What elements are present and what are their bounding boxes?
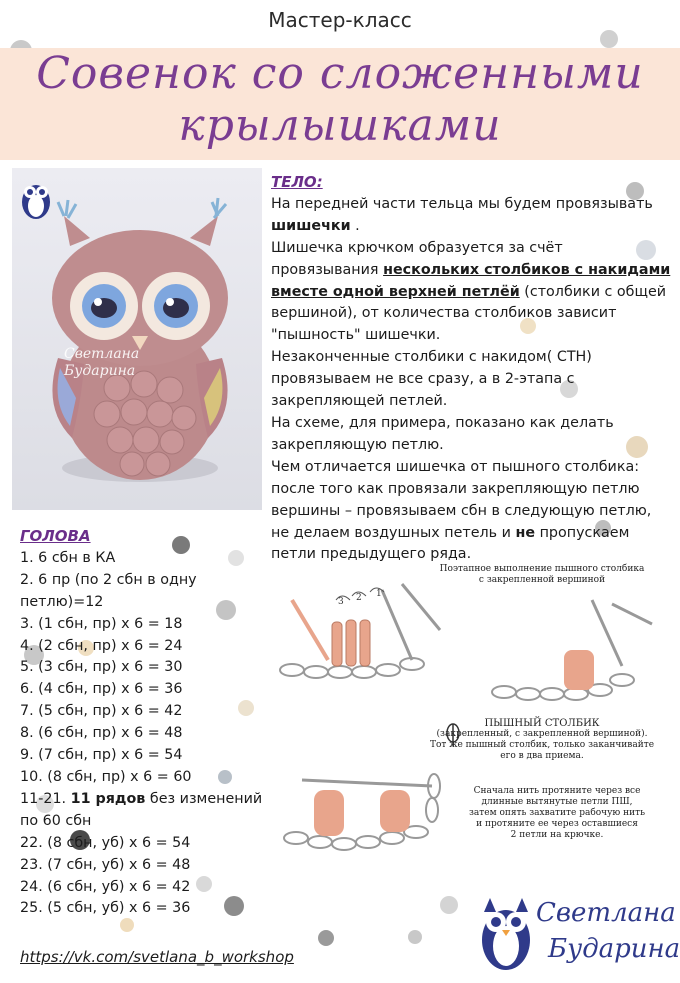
caption-line: 2 петли на крючке.: [510, 830, 604, 840]
body-paragraph-3: Незаконченные столбики с накидом( СТН) провязываем не все сразу, а в 2-этапа с закрепляющей петлей.: [271, 349, 592, 410]
list-item: 1. 6 сбн в КА: [20, 549, 116, 566]
chain-base-2: [492, 600, 652, 700]
caption-line: и протяните ее через оставшиеся: [476, 819, 638, 829]
step-label-1: 1: [376, 589, 382, 599]
list-item: 3. (1 сбн, пр) х 6 = 18: [20, 615, 183, 632]
caption-line: затем опять захватите рабочую нить: [469, 808, 645, 818]
head-heading: ГОЛОВА: [20, 527, 91, 545]
list-item: 25. (5 сбн, уб) х 6 = 36: [20, 900, 191, 917]
owl-brand-icon: [476, 888, 536, 976]
caption-line: с закрепленной вершиной: [478, 575, 606, 585]
body-paragraph-4: На схеме, для примера, показано как делать закрепляющую петлю.: [271, 414, 614, 453]
list-item: 22. (8 сбн, уб) х 6 = 54: [20, 834, 191, 851]
chain-base-3: [284, 774, 440, 850]
body-paragraph-5: [271, 457, 671, 567]
bold-underline-text: нескольких столбиков с накидами вместе одной верхней петлёй: [271, 261, 671, 300]
body-paragraph-2: [271, 238, 671, 348]
head-rows-list: [20, 548, 270, 920]
bold-text: не: [515, 524, 536, 541]
text: 11-21.: [20, 790, 71, 807]
bold-text: шишечки: [271, 217, 351, 234]
step-label-3: 3: [338, 597, 344, 607]
crochet-diagram: [272, 560, 672, 878]
list-item: 23. (7 сбн, уб) х 6 = 48: [20, 856, 191, 873]
watermark-line1: Светлана: [64, 346, 140, 362]
step-label-2: 2: [356, 593, 362, 603]
diagram-main-caption: [422, 718, 662, 762]
page-title-line2: крылышками: [178, 100, 502, 151]
photo-watermark: [64, 346, 139, 380]
list-item: 5. (3 сбн, пр) х 6 = 30: [20, 659, 183, 676]
page-subtitle: Мастер-класс: [268, 8, 412, 32]
caption-line: Поэтапное выполнение пышного столбика: [439, 564, 645, 574]
caption-title: ПЫШНЫЙ СТОЛБИК: [484, 718, 600, 729]
caption-line: Тот же пышный столбик, только заканчивайте: [429, 740, 655, 750]
brand-logo: [470, 888, 680, 976]
text: Чем отличается шишечка от пышного столбика: после того как провязали закрепляющую петлю вершины – провязываем сбн в следующую петлю, не делаем воздушных петель и: [271, 458, 652, 541]
brand-name-line1: Светлана: [536, 898, 676, 928]
brand-name-line2: Бударина: [548, 934, 680, 964]
body-section: [271, 172, 671, 566]
list-item: 2. 6 пр (по 2 сбн в одну петлю)=12: [20, 571, 197, 610]
caption-line: Сначала нить протяните через все: [473, 786, 641, 796]
text: пропускаем петли предыдущего ряда.: [271, 524, 630, 563]
head-section: [20, 526, 270, 920]
caption-line: (закрепленный, с закрепленной вершиной).: [436, 729, 648, 739]
owl-photo: [12, 168, 262, 510]
caption-line: его в два приема.: [500, 751, 584, 761]
text: Шишечка крючком образуется за счёт провязывания: [271, 239, 563, 278]
list-item: 24. (6 сбн, уб) х 6 = 42: [20, 878, 191, 895]
text: .: [350, 217, 360, 234]
page-title-line1: Совенок со сложенными: [36, 48, 644, 99]
list-item: 9. (7 сбн, пр) х 6 = 54: [20, 747, 183, 764]
vk-link[interactable]: https://vk.com/svetlana_b_workshop: [20, 948, 294, 966]
text: без изменений по 60 сбн: [20, 790, 263, 829]
text: На передней части тельца мы будем провязывать: [271, 195, 653, 212]
bold-text: 11 рядов: [70, 790, 146, 807]
list-item: 10. (8 сбн, пр) х 6 = 60: [20, 768, 192, 785]
text: (столбики с общей вершиной), от количества столбиков зависит "пышность" шишечки.: [271, 283, 667, 344]
owl-logo-icon: [18, 174, 54, 220]
watermark-line2: Бударина: [64, 363, 136, 379]
list-item: 8. (6 сбн, пр) х 6 = 48: [20, 725, 183, 742]
diagram-instruction: [452, 786, 662, 841]
body-heading: ТЕЛО:: [271, 173, 323, 191]
caption-line: длинные вытянутые петли ПШ,: [481, 797, 633, 807]
body-paragraph-1: [271, 194, 671, 238]
list-item: 4. (2 сбн, пр) х 6 = 24: [20, 637, 183, 654]
list-item: [20, 789, 270, 833]
list-item: 7. (5 сбн, пр) х 6 = 42: [20, 703, 183, 720]
list-item: 6. (4 сбн, пр) х 6 = 36: [20, 681, 183, 698]
